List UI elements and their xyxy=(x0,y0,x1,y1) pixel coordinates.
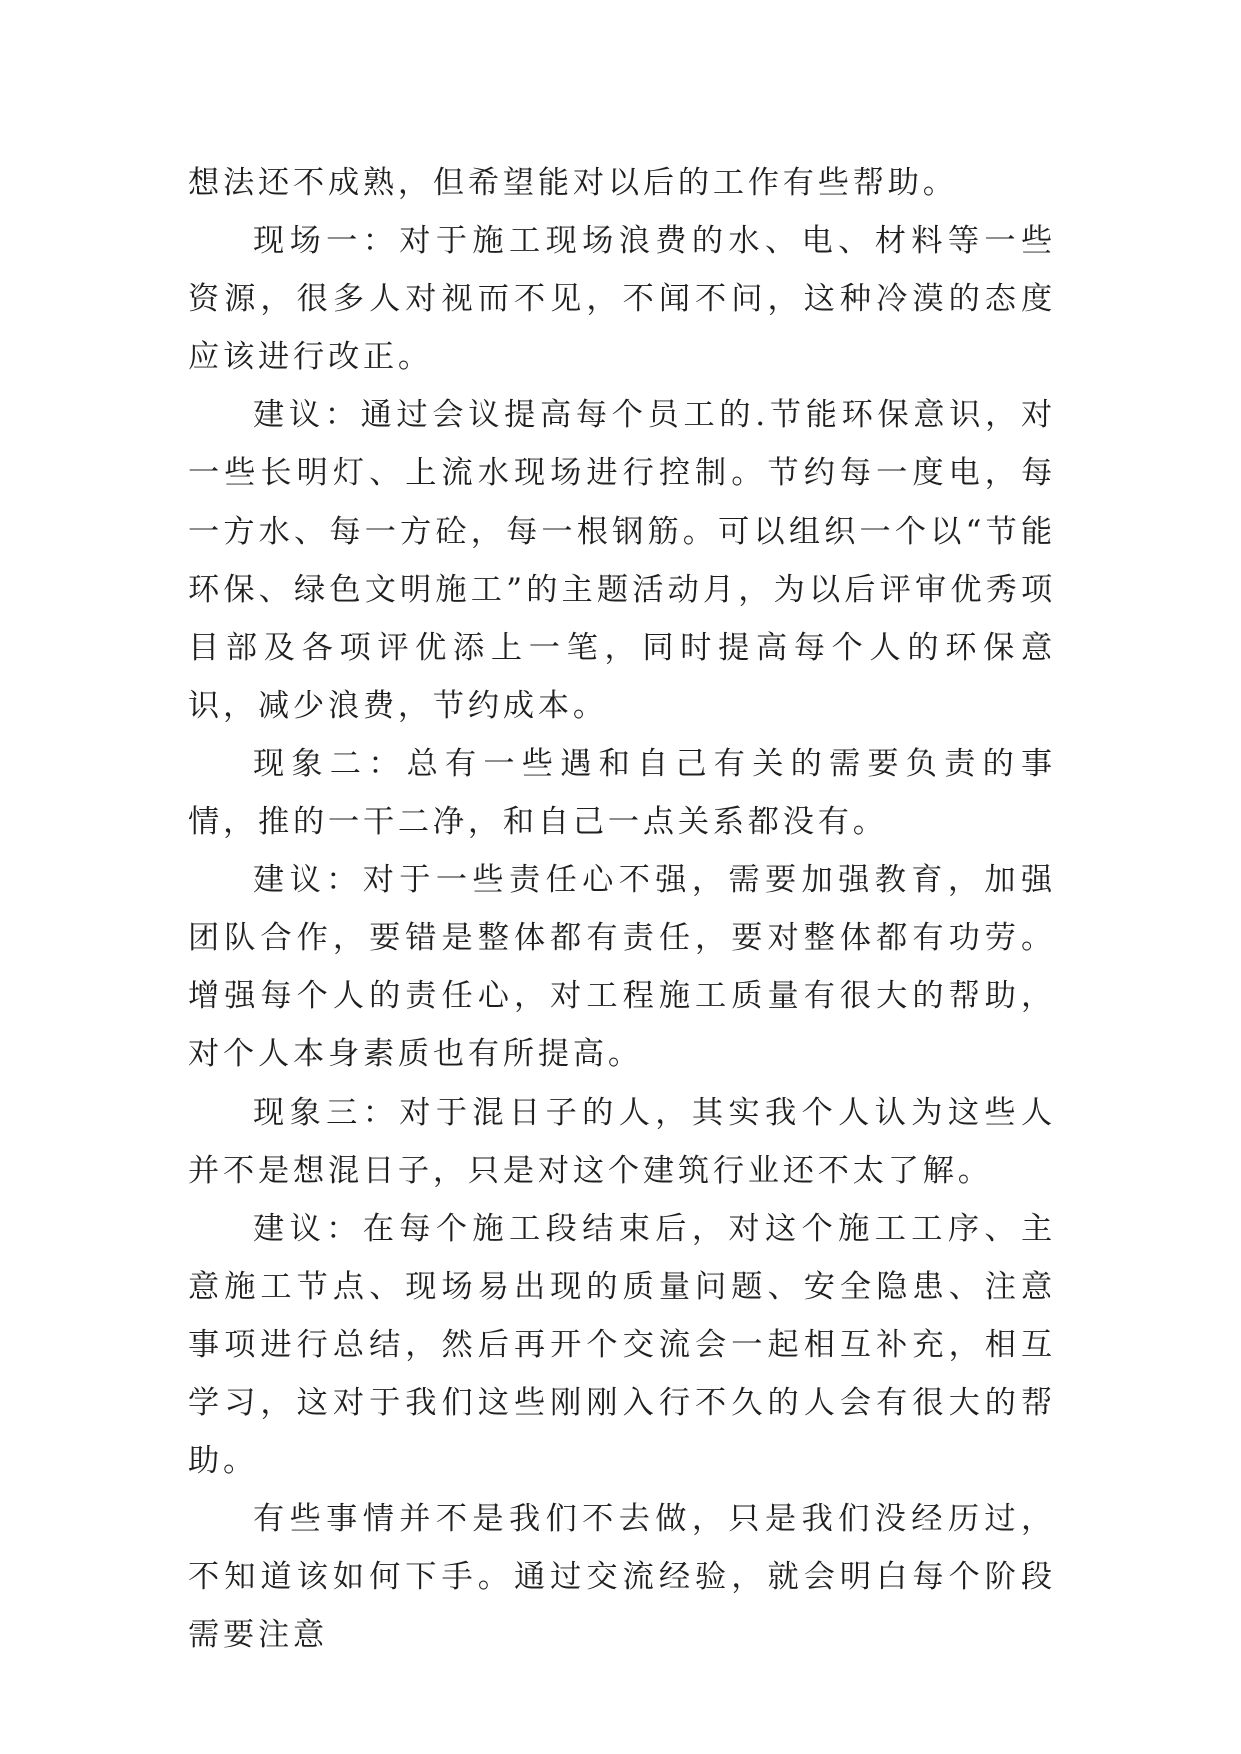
paragraph-suggestion-one: 建议：通过会议提高每个员工的.节能环保意识，对一些长明灯、上流水现场进行控制。节约每一度电，每一方水、每一方砼，每一根钢筋。可以组织一个以“节能环保、绿色文明施工”的主题活动月，为以后评审优秀项目部及各项评优添上一笔，同时提高每个人的环保意识，减少浪费，节约成本。 xyxy=(188,397,1056,724)
paragraph-continuation: 想法还不成熟，但希望能对以后的工作有些帮助。 xyxy=(188,165,958,201)
paragraph-phenomenon-three: 现象三：对于混日子的人，其实我个人认为这些人并不是想混日子，只是对这个建筑行业还不太了解。 xyxy=(188,1094,1056,1189)
document-page xyxy=(188,154,1056,1664)
paragraph-phenomenon-two: 现象二：总有一些遇和自己有关的需要负责的事情，推的一干二净，和自己一点关系都没有。 xyxy=(188,745,1056,841)
paragraph-suggestion-two: 建议：对于一些责任心不强，需要加强教育，加强团队合作，要错是整体都有责任，要对整体都有功劳。增强每个人的责任心，对工程施工质量有很大的帮助，对个人本身素质也有所提高。 xyxy=(188,862,1056,1073)
paragraph-closing: 有些事情并不是我们不去做，只是我们没经历过，不知道该如何下手。通过交流经验，就会明白每个阶段需要注意 xyxy=(188,1501,1056,1654)
paragraph-scene-one: 现场一：对于施工现场浪费的水、电、材料等一些资源，很多人对视而不见，不闻不问，这种冷漠的态度应该进行改正。 xyxy=(188,223,1056,376)
paragraph-suggestion-three: 建议：在每个施工段结束后，对这个施工工序、主意施工节点、现场易出现的质量问题、安全隐患、注意事项进行总结，然后再开个交流会一起相互补充，相互学习，这对于我们这些刚刚入行不久的人会有很大的帮助。 xyxy=(188,1210,1056,1480)
